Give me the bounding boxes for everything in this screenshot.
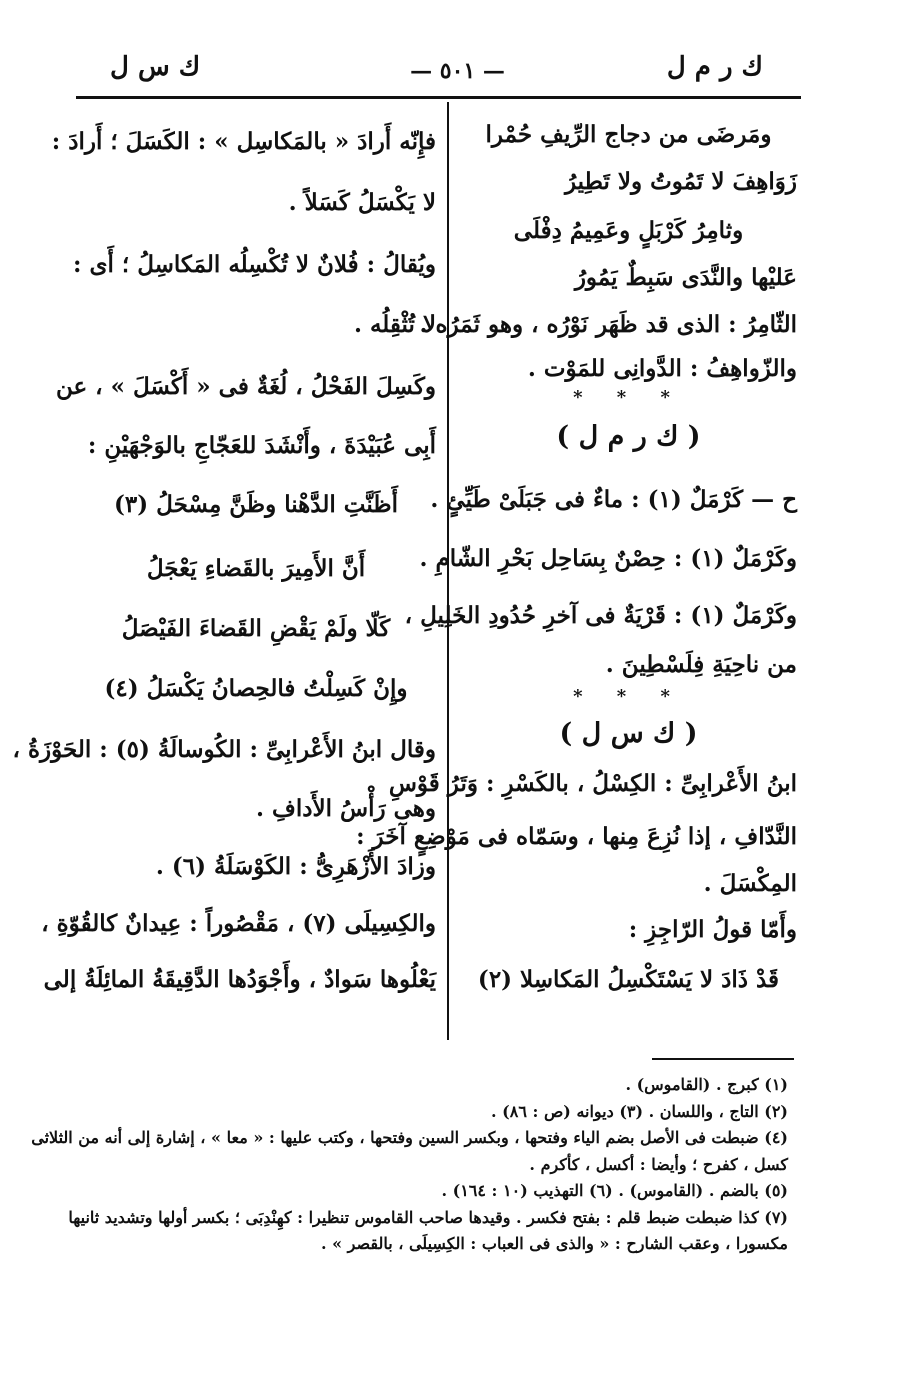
text-line: ح — كَرْمَلٌ (١) : ماءٌ فى جَبَلَىْ طَيِّئٍ .: [430, 486, 797, 513]
page-number: — ٥٠١ —: [410, 58, 505, 84]
footnote: (٥) بالضم . (القاموس) . (٦) التهذيب (١٠ : ١٦٤) .: [441, 1181, 788, 1200]
text-line: والزّواهِفُ : الدَّوانِى للمَوْت .: [527, 355, 797, 382]
text-line: يَعْلُوها سَوادٌ ، وأَجْوَدُها الدَّقِيقَةُ المائِلَةُ إلى: [43, 966, 436, 993]
left-column: [12, 112, 436, 1008]
verse-line: زَوَاهِفَ لا تَمُوتُ ولا تَطِيرُ: [564, 168, 797, 195]
footnote-rule: [652, 1058, 794, 1060]
verse-line: عَليْها والنَّدَى سَبِطٌ يَمُورُ: [574, 264, 797, 291]
text-line: وزادَ الأَزْهَرِىُّ : الكَوْسَلَةُ (٦) .: [155, 853, 436, 880]
verse-line: قَدْ ذَادَ لا يَسْتَكْسِلُ المَكاسِلا (٢): [477, 966, 780, 993]
text-line: ويُقالُ : فُلانٌ لا تُكْسِلُه المَكاسِلُ ؛ أَى :: [73, 251, 436, 278]
text-line: وكَرْمَلٌ (١) : حِصْنٌ بِسَاحِل بَحْرِ الشّامِ .: [419, 545, 797, 572]
entry-heading: ( ك ر م ل ): [556, 421, 701, 452]
text-line: لا يَكْسَلُ كَسَلاً .: [288, 189, 436, 216]
text-line: أَبِى عُبَيْدَةَ ، وأَنْشَدَ للعَجّاجِ بالوَجْهَيْنِ :: [87, 432, 436, 459]
section-separator: * * *: [573, 387, 684, 408]
text-line: وكَسِلَ الفَحْلُ ، لُغَةٌ فى « أَكْسَلَ » ، عن: [55, 373, 436, 400]
verse-line: أَظَنَّتِ الدَّهْنا وظَنَّ مِسْحَلُ (٣): [114, 491, 398, 518]
footnote: (٧) كذا ضبطت ضبط قلم : بفتح فكسر . وقيدها صاحب القاموس تنظيرا : كهِنْدِبَى ؛ بكسر أولها وتشديد ثانيها: [68, 1207, 788, 1227]
text-line: لا تُثْقِلُه .: [353, 311, 436, 338]
footnote: (٤) ضبطت فى الأصل بضم الياء وفتحها ، وبكسر السين وفتحها ، وكتب عليها : « معا » ، إشارة إلى أنه من الثلاثى: [31, 1128, 788, 1147]
verse-line: كَلّا ولَمْ يَقْضِ القَضاءَ الفَيْصَلُ: [121, 615, 391, 642]
text-line: وهى رَأْسُ الأَدافِ .: [256, 795, 436, 822]
text-line: من ناحِيَةِ فِلَسْطِينَ .: [605, 651, 797, 678]
section-separator: * * *: [573, 686, 684, 707]
footnote: مكسورا ، وعقب الشارح : « والذى فى العباب : الكِسِيلَى ، بالقصر » .: [320, 1234, 788, 1253]
entry-heading: ( ك س ل ): [559, 718, 698, 749]
header-root-right: ك ر م ل: [666, 52, 763, 82]
text-line: ابنُ الأَعْرابِىِّ : الكِسْلُ ، بالكَسْرِ : وَتَرُ قَوْسِ: [388, 770, 797, 797]
text-line: والكِسِيلَى (٧) ، مَقْصُوراً : عِيدانٌ كالقُوّةِ ،: [41, 910, 436, 937]
text-line: النَّدّافِ ، إذا نُزِعَ مِنها ، وسَمّاه فى مَوْضِعٍ آخَرَ :: [356, 823, 797, 850]
text-line: المِكْسَلَ .: [703, 870, 797, 897]
text-line: وأَمّا قولُ الرّاجِزِ :: [628, 916, 797, 943]
text-line: فإِنّه أَرادَ « بالمَكاسِل » : الكَسَلَ ؛ أَرادَ :: [51, 128, 436, 155]
verse-line: ومَرضَى من دجاج الرِّيفِ حُمْرا: [485, 121, 772, 148]
verse-line: وإِنْ كَسِلْتُ فالحِصانُ يَكْسَلُ (٤): [104, 675, 408, 702]
text-line: الثّامِرُ : الذى قد ظَهَر نَوْرُه ، وهو ثَمَرُه .: [419, 311, 797, 338]
verse-line: أَنَّ الأَمِيرَ بالقَضاءِ يَعْجَلُ: [146, 555, 366, 582]
text-line: وكَرْمَلٌ (١) : قَرْيَةٌ فى آخرِ حُدُودِ الخَلِيلِ ،: [404, 602, 797, 629]
footnote: (١) كبرج . (القاموس) .: [625, 1075, 788, 1094]
header-rule: [76, 96, 801, 99]
verse-line: وثامِرُ كَرْبَلٍ وعَمِيمُ دِفْلَى: [513, 217, 744, 244]
footnotes: [31, 1072, 788, 1258]
header-root-left: ك س ل: [110, 52, 201, 82]
text-line: وقال ابنُ الأَعْرابِىِّ : الكُوسالَةُ (٥) : الحَوْزَةُ ،: [12, 736, 436, 763]
footnote: (٢) التاج ، واللسان . (٣) ديوانه (ص : ٨٦) .: [491, 1101, 788, 1121]
footnote: كسل ، كفرح ؛ وأيضا : أكسل ، كأكرم .: [529, 1154, 788, 1174]
